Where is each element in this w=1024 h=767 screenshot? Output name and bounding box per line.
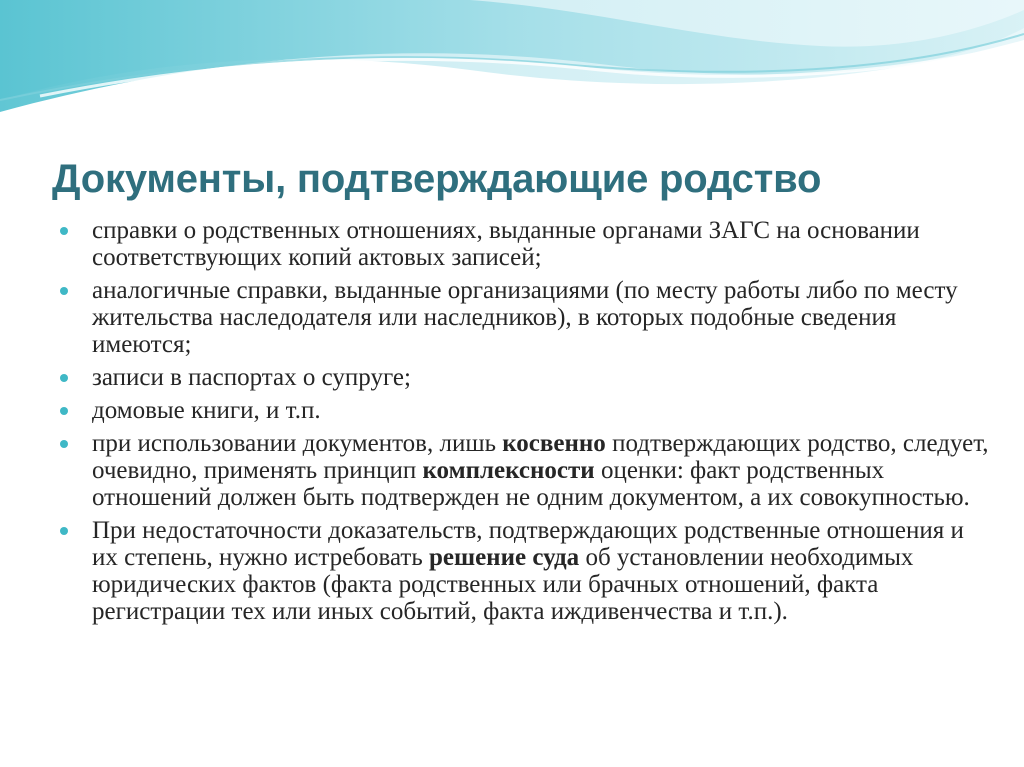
- bullet-dot-icon: [60, 407, 68, 415]
- bullet-dot-icon: [60, 527, 68, 535]
- slide-title: Документы, подтверждающие родство: [52, 157, 822, 201]
- bullet-text-5-part-2: подтверждающих родство, следует, очевидно, применять принцип: [92, 430, 989, 484]
- bullet-text-5-part-1: при использовании документов, лишь: [92, 430, 503, 457]
- bullet-text-6-part-2: об установлении необходимых юридических фактов (факта родственных или брачных отношений, факта регистрации тех или иных событий, факта иждивенчества и т.п.).: [92, 544, 914, 625]
- bullet-dot-icon: [60, 440, 68, 448]
- bullet-text-4: домовые книги, и т.п.: [92, 397, 321, 424]
- bullet-item-5: [60, 430, 990, 511]
- bullet-item-1: [60, 217, 990, 271]
- bullet-item-3: [60, 364, 990, 391]
- wave-header-decoration: [0, 0, 1024, 150]
- bullet-list: [60, 217, 990, 631]
- bullet-dot-icon: [60, 227, 68, 235]
- bullet-text-6-part-1: При недостаточности доказательств, подтверждающих родственные отношения и их степень, нужно истребовать: [92, 517, 964, 571]
- bullet-text-6-bold-1: решение суда: [428, 544, 580, 571]
- bullet-text-5-part-3: оценки: факт родственных отношений должен быть подтвержден не одним документом, а их совокупностью.: [92, 457, 970, 511]
- bullet-item-4: [60, 397, 990, 424]
- bullet-dot-icon: [60, 287, 68, 295]
- bullet-item-2: [60, 277, 990, 358]
- bullet-text-5-bold-1: косвенно: [502, 430, 606, 457]
- bullet-item-6: [60, 517, 990, 625]
- bullet-text-2: аналогичные справки, выданные организациями (по месту работы либо по месту жительства наследодателя или наследников), в которых подобные сведения имеются;: [92, 277, 958, 358]
- bullet-text-3: записи в паспортах о супруге;: [92, 364, 411, 391]
- bullet-text-5-bold-2: комплексности: [422, 457, 595, 484]
- bullet-dot-icon: [60, 374, 68, 382]
- bullet-text-1: справки о родственных отношениях, выданные органами ЗАГС на основании соответствующих копий актовых записей;: [92, 217, 920, 271]
